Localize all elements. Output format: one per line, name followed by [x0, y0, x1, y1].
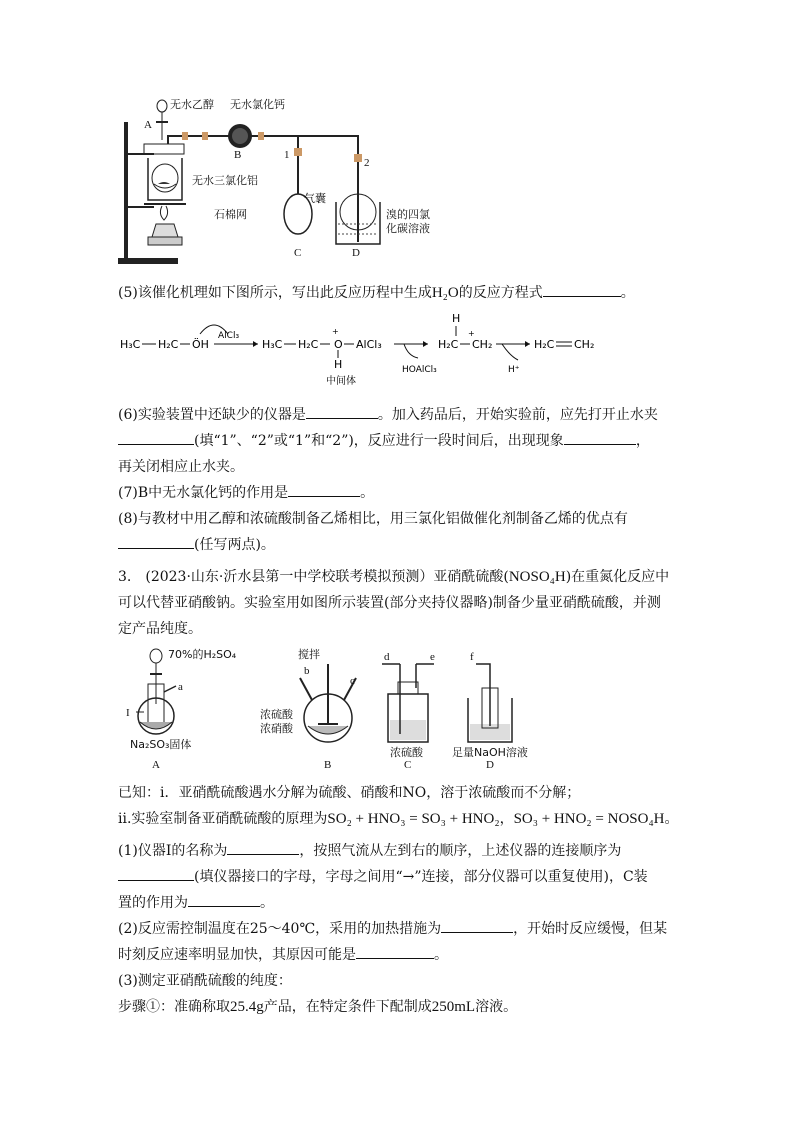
label-cacl2: 无水氯化钙 — [230, 98, 285, 111]
part-2-line-1 — [118, 918, 678, 940]
question-3-line-3: 定产品纯度。 — [118, 621, 202, 637]
step-volume: 250mL — [431, 999, 476, 1015]
known-ii-text: ⅱ.实验室制备亚硝酰硫酸的原理为 — [118, 811, 328, 827]
label-fig2-A: A — [152, 759, 160, 771]
mech-r1a: H₃C — [120, 338, 141, 351]
q5-end: 。 — [620, 285, 635, 301]
q6-text-4: ， — [635, 433, 650, 449]
question-8-line-2 — [118, 534, 678, 556]
mech-c2: CH₂ — [472, 338, 493, 351]
mech-c1: H₂C — [438, 338, 459, 351]
mech-hoalcl3: HOAlCl₃ — [402, 365, 437, 375]
label-d: d — [384, 651, 390, 663]
question-7 — [118, 482, 678, 504]
label-conc-hno3: 浓硝酸 — [260, 722, 293, 735]
q5-formula: H₂O — [431, 285, 459, 301]
q3-formula: NOSO₄H — [508, 569, 566, 585]
p1-text-2: ，按照气流从左到右的顺序，上述仪器的连接顺序为 — [299, 843, 622, 859]
answer-blank[interactable] — [564, 430, 636, 445]
label-clamp-1: 1 — [284, 149, 290, 161]
question-6-line-2 — [118, 430, 678, 452]
mech-r2b: H₂C — [298, 338, 319, 351]
part-3: (3)测定亚硝酰硫酸的纯度： — [118, 973, 292, 989]
label-bromine-2: 化碳溶液 — [386, 222, 430, 235]
p1-text-3: (填仪器接口的字母，字母之间用“→”连接，部分仪器可以重复使用)，C装 — [194, 869, 648, 885]
question-8-line-1: (8)与教材中用乙醇和浓硫酸制备乙烯相比，用三氯化铝做催化剂制备乙烯的优点有 — [118, 511, 628, 527]
mech-intermediate: 中间体 — [326, 376, 356, 387]
step-text-2: 产品，在特定条件下配制成 — [263, 999, 432, 1015]
mech-alcl3-reagent: AlCl₃ — [218, 331, 240, 341]
known-ii — [118, 808, 678, 830]
part-2-line-2 — [118, 944, 678, 966]
question-6-line-1 — [118, 404, 678, 426]
svg-text:+: + — [468, 329, 475, 338]
answer-blank[interactable] — [288, 482, 360, 497]
answer-blank[interactable] — [118, 430, 194, 445]
mech-r2a: H₃C — [262, 338, 283, 351]
answer-blank[interactable] — [118, 534, 194, 549]
q7-text: (7)B中无水氯化钙的作用是 — [118, 485, 289, 501]
mech-o: O — [334, 338, 343, 351]
label-stir: 搅拌 — [298, 648, 320, 661]
apparatus-figure-1 — [118, 92, 478, 270]
label-naoh: 足量NaOH溶液 — [452, 746, 528, 759]
mech-al: AlCl₃ — [356, 338, 382, 351]
label-e: e — [430, 651, 435, 663]
question-5 — [118, 282, 678, 304]
answer-blank[interactable] — [543, 282, 621, 297]
answer-blank[interactable] — [356, 944, 434, 959]
mech-r1b: H₂C — [158, 338, 179, 351]
part-1-line-2 — [118, 866, 678, 888]
label-fig2-B: B — [324, 759, 332, 771]
label-clamp-2: 2 — [364, 157, 370, 169]
svg-text:+: + — [332, 327, 339, 336]
label-A: A — [144, 119, 152, 131]
apparatus-figure-2 — [118, 644, 638, 774]
label-fig2-D: D — [486, 759, 494, 771]
label-b: b — [304, 665, 310, 677]
answer-blank[interactable] — [118, 866, 194, 881]
label-ethanol: 无水乙醇 — [170, 98, 214, 111]
q6-text: (6)实验装置中还缺少的仪器是 — [118, 407, 306, 423]
step-mass: 25.4g — [230, 999, 264, 1015]
label-asbestos: 石棉网 — [214, 208, 247, 221]
mechanism-figure — [118, 308, 618, 390]
label-I: I — [126, 707, 130, 719]
label-f: f — [470, 651, 474, 663]
answer-blank[interactable] — [306, 404, 378, 419]
p2-text-3: 时刻反应速率明显加快，其原因可能是 — [118, 947, 356, 963]
q6-text-3: (填“1”、“2”或“1”和“2”)，反应进行一段时间后，出现现象 — [194, 433, 564, 449]
p1-end: 。 — [260, 895, 274, 911]
label-D: D — [352, 247, 360, 259]
question-3-line-2: 可以代替亚硝酸钠。实验室用如图所示装置(部分夹持仪器略)制备少量亚硝酰硫酸，并测 — [118, 595, 661, 611]
label-c: c — [350, 675, 355, 687]
question-6-line-3: 再关闭相应止水夹。 — [118, 459, 244, 475]
p2-text-2: ，开始时反应缓慢，但某 — [513, 921, 668, 937]
answer-blank[interactable] — [227, 840, 299, 855]
q6-text-2: 。加入药品后，开始实验前，应先打开止水夹 — [377, 407, 658, 423]
p2-end: 。 — [434, 947, 448, 963]
label-alcl3: 无水三氯化铝 — [192, 174, 258, 187]
mech-h-top: H — [452, 312, 461, 325]
label-bromine: 溴的四氯 — [386, 208, 430, 221]
q5-text: (5)该催化机理如下图所示，写出此反应历程中生成 — [118, 285, 432, 301]
label-conc-h2so4: 浓硫酸 — [260, 708, 293, 721]
q5-text-2: 的反应方程式 — [458, 285, 543, 301]
mech-hplus: H⁺ — [508, 365, 520, 375]
step-text: 步骤①：准确称取 — [118, 999, 230, 1015]
equation-1: SO₂ + HNO₃ = SO₃ + HNO₂ — [327, 811, 500, 827]
label-C: C — [294, 247, 302, 259]
question-3-line-1 — [118, 566, 678, 588]
part-1-line-3 — [118, 892, 678, 914]
q3-text: 3. (2023·山东·沂水县第一中学校联考模拟预测）亚硝酰硫酸( — [118, 569, 509, 585]
label-B: B — [234, 149, 242, 161]
label-conc-h2so4-c: 浓硫酸 — [390, 746, 423, 759]
equation-2: SO₃ + HNO₂ = NOSO₄H — [513, 811, 665, 827]
step-end: 溶液。 — [475, 999, 518, 1015]
label-h2so4: 70%的H₂SO₄ — [168, 648, 237, 661]
separator: ， — [499, 811, 514, 827]
q3-text-2: )在重氮化反应中 — [565, 569, 670, 585]
answer-blank[interactable] — [188, 892, 260, 907]
mech-oh: ÖH — [192, 338, 209, 351]
p1-text-4: 置的作用为 — [118, 895, 188, 911]
label-balloon: 气囊 — [304, 192, 326, 205]
p1-text: (1)仪器Ⅰ的名称为 — [118, 843, 228, 859]
label-na2so3: Na₂SO₃固体 — [130, 738, 192, 751]
mech-p1: H₂C — [534, 338, 555, 351]
label-a: a — [178, 681, 183, 693]
q8-text-2: (任写两点)。 — [194, 537, 275, 553]
known-end: 。 — [664, 811, 679, 827]
label-fig2-C: C — [404, 759, 412, 771]
mech-h: H — [334, 358, 343, 371]
part-1-line-1 — [118, 840, 678, 862]
mech-p2: CH₂ — [574, 338, 595, 351]
q7-end: 。 — [360, 485, 375, 501]
known-i: 已知：i．亚硝酰硫酸遇水分解为硫酸、硝酸和NO，溶于浓硫酸而不分解； — [118, 785, 581, 801]
answer-blank[interactable] — [441, 918, 513, 933]
p2-text: (2)反应需控制温度在25～40℃，采用的加热措施为 — [118, 921, 442, 937]
step-1 — [118, 996, 678, 1018]
